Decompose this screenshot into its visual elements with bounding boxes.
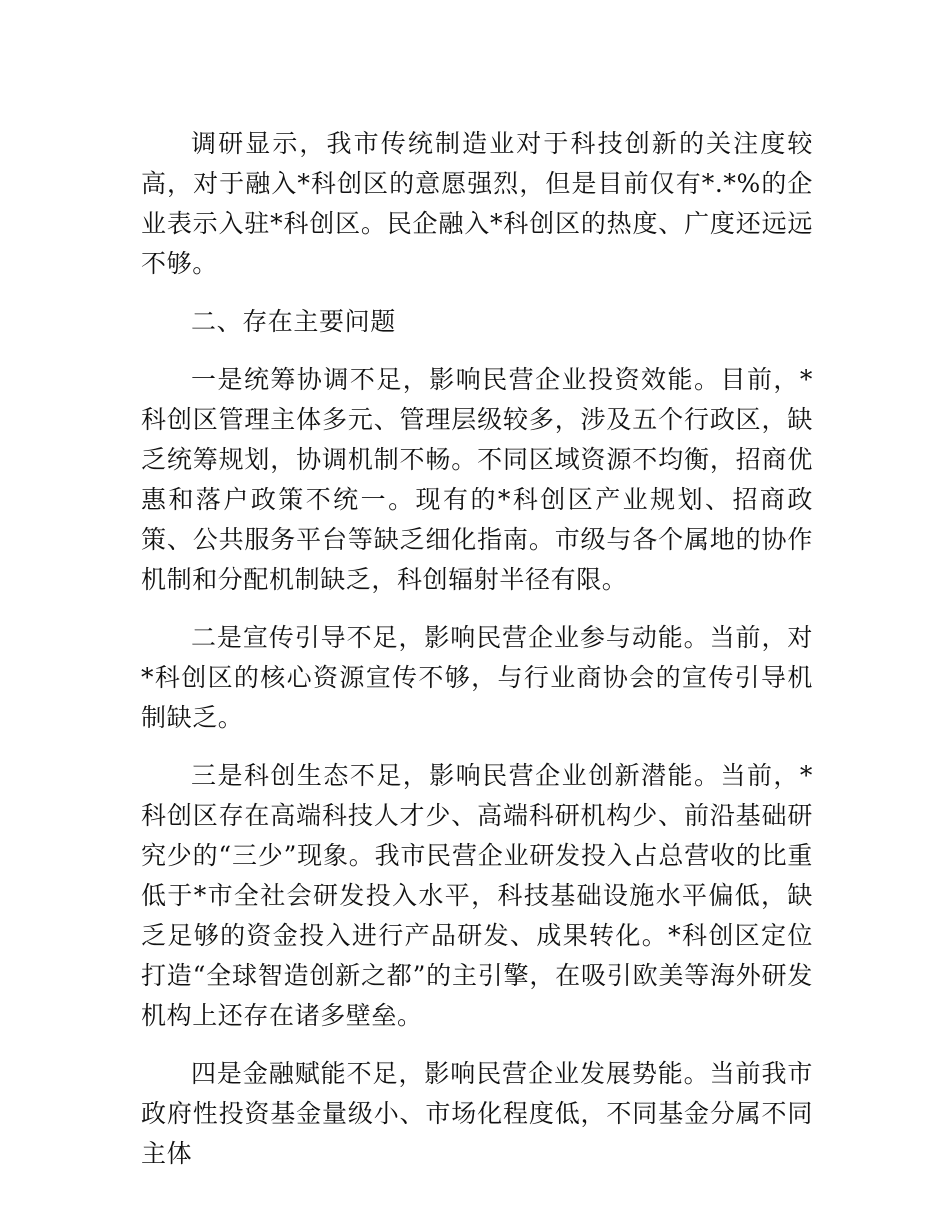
paragraph-coordination: 一是统筹协调不足，影响民营企业投资效能。目前，*科创区管理主体多元、管理层级较多，涉及五个行政区，缺乏统筹规划，协调机制不畅。不同区域资源不均衡，招商优惠和落户政策不统一。现有的*科创区产业规划、招商政策、公共服务平台等缺乏细化指南。市级与各个属地的协作机制和分配机制缺乏，科创辐射半径有限。 <box>141 365 813 594</box>
section-heading-main-problems: 二、存在主要问题 <box>191 307 396 336</box>
paragraph-survey-findings: 调研显示，我市传统制造业对于科技创新的关注度较高，对于融入*科创区的意愿强烈，但是目前仅有*.*%的企业表示入驻*科创区。民企融入*科创区的热度、广度还远远不够。 <box>141 129 813 278</box>
paragraph-publicity: 二是宣传引导不足，影响民营企业参与动能。当前，对*科创区的核心资源宣传不够，与行业商协会的宣传引导机制缺乏。 <box>141 623 813 732</box>
paragraph-financial-empowerment: 四是金融赋能不足，影响民营企业发展势能。当前我市政府性投资基金量级小、市场化程度低，不同基金分属不同主体 <box>141 1059 813 1168</box>
document-body <box>141 124 813 1192</box>
paragraph-innovation-ecosystem: 三是科创生态不足，影响民营企业创新潜能。当前，*科创区存在高端科技人才少、高端科研机构少、前沿基础研究少的“三少”现象。我市民营企业研发投入占总营收的比重低于*市全社会研发投入水平，科技基础设施水平偏低，缺乏足够的资金投入进行产品研发、成果转化。*科创区定位打造“全球智造创新之都”的主引擎，在吸引欧美等海外研发机构上还存在诸多壁垒。 <box>141 761 813 1030</box>
